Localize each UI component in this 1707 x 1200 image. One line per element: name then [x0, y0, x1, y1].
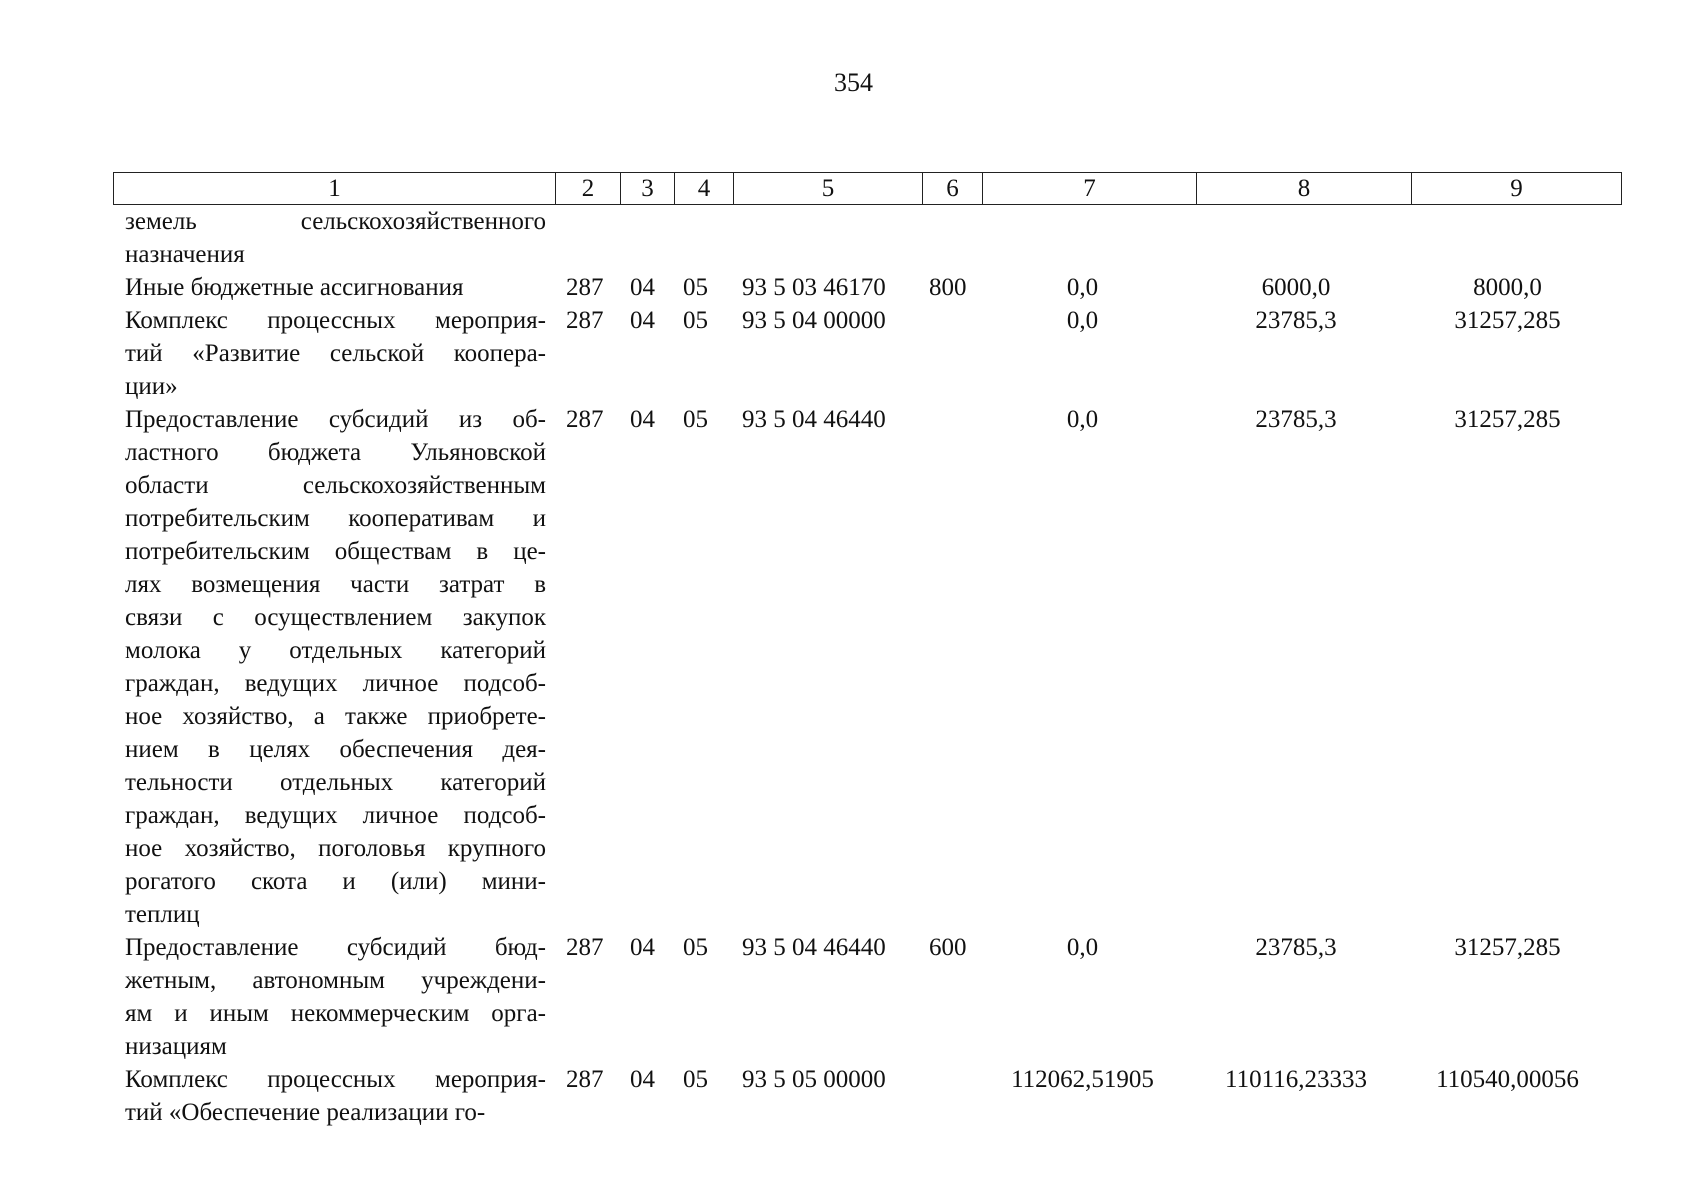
- page-number: 354: [834, 68, 873, 97]
- column-header-5: 5: [734, 173, 923, 205]
- table-row: [113, 931, 1612, 1063]
- table-row: [113, 205, 1612, 271]
- item-name-line: ции»: [125, 373, 178, 400]
- item-name-line: лях возмещения части затрат в: [125, 571, 546, 598]
- cell-amount-col9: 110540,00056: [1436, 1066, 1579, 1093]
- cell-expense-type: [917, 205, 976, 271]
- cell-target-article: 93 5 03 46170: [742, 274, 886, 301]
- cell-amount-col8: 6000,0: [1261, 274, 1331, 301]
- cell-section-code: 04: [630, 307, 655, 334]
- cell-amount-col8: [1189, 205, 1403, 271]
- cell-expense-type: 600: [929, 934, 967, 961]
- item-name-line: ластного бюджета Ульяновской: [125, 439, 546, 466]
- cell-expense-type: [917, 1063, 976, 1129]
- item-name-line: Предоставление субсидий бюд-: [125, 934, 546, 961]
- column-header-2: 2: [556, 173, 621, 205]
- table-row: [113, 403, 1612, 931]
- item-name-line: ное хозяйство, а также приобрете-: [125, 703, 546, 730]
- cell-amount-col8: 23785,3: [1255, 307, 1337, 334]
- cell-item-name: [113, 304, 554, 403]
- cell-ministry-code: 287: [566, 406, 604, 433]
- item-name-line: потребительским обществам в це-: [125, 538, 546, 565]
- column-header-table: [113, 172, 1622, 205]
- item-name-line: связи с осуществлением закупок: [125, 604, 546, 631]
- cell-expense-type: 800: [929, 274, 967, 301]
- item-name-line: низациям: [125, 1033, 227, 1060]
- column-header-4: 4: [675, 173, 734, 205]
- column-header-6: 6: [923, 173, 983, 205]
- item-name-line: потребительским кооперативам и: [125, 505, 546, 532]
- cell-ministry-code: 287: [566, 274, 604, 301]
- cell-subsection-code: 05: [683, 1066, 708, 1093]
- item-name-line: назначения: [125, 241, 245, 268]
- column-header-9: 9: [1412, 173, 1622, 205]
- cell-amount-col9: 8000,0: [1473, 274, 1542, 301]
- cell-target-article: 93 5 04 46440: [742, 934, 886, 961]
- column-header-7: 7: [983, 173, 1197, 205]
- cell-amount-col8: 23785,3: [1255, 406, 1337, 433]
- item-name-line: граждан, ведущих личное подсоб-: [125, 802, 546, 829]
- cell-section-code: 04: [630, 934, 655, 961]
- column-header-8: 8: [1197, 173, 1412, 205]
- cell-section-code: 04: [630, 1066, 655, 1093]
- cell-amount-col7: [976, 205, 1189, 271]
- cell-item-name: [113, 205, 554, 271]
- budget-table-body: [113, 205, 1612, 1129]
- cell-item-name: [113, 931, 554, 1063]
- cell-item-name: [113, 1063, 554, 1129]
- cell-amount-col8: 23785,3: [1255, 934, 1337, 961]
- cell-subsection-code: 05: [683, 406, 708, 433]
- cell-amount-col7: 0,0: [1066, 307, 1099, 334]
- item-name-line: тий «Обеспечение реализации го-: [125, 1099, 486, 1126]
- cell-target-article: 93 5 04 46440: [742, 406, 886, 433]
- item-name-line: Предоставление субсидий из об-: [125, 406, 546, 433]
- cell-amount-col7: 0,0: [1066, 406, 1099, 433]
- cell-amount-col9: 31257,285: [1454, 307, 1561, 334]
- cell-amount-col9: 31257,285: [1454, 406, 1561, 433]
- cell-target-article: [729, 205, 917, 271]
- cell-section-code: 04: [630, 274, 655, 301]
- cell-amount-col7: 0,0: [1066, 274, 1099, 301]
- cell-subsection-code: 05: [683, 934, 708, 961]
- column-header-1: 1: [114, 173, 556, 205]
- item-name-line: земель сельскохозяйственного: [125, 208, 546, 235]
- cell-amount-col7: 0,0: [1066, 934, 1099, 961]
- cell-section-code: [618, 205, 671, 271]
- cell-amount-col9: [1403, 205, 1612, 271]
- item-name-line: тельности отдельных категорий: [125, 769, 546, 796]
- cell-expense-type: [917, 304, 976, 403]
- cell-subsection-code: [671, 205, 729, 271]
- table-row: [113, 304, 1612, 403]
- column-header-row: [114, 173, 1622, 205]
- item-name-line: Комплекс процессных мероприя-: [125, 307, 546, 334]
- item-name-line: рогатого скота и (или) мини-: [125, 868, 546, 895]
- cell-subsection-code: 05: [683, 274, 708, 301]
- item-name-line: Иные бюджетные ассигнования: [125, 274, 464, 301]
- cell-ministry-code: 287: [566, 307, 604, 334]
- item-name-line: жетным, автономным учреждени-: [125, 967, 546, 994]
- item-name-line: ям и иным некоммерческим орга-: [125, 1000, 546, 1027]
- item-name-line: молока у отдельных категорий: [125, 637, 546, 664]
- cell-item-name: [113, 271, 554, 304]
- item-name-line: ное хозяйство, поголовья крупного: [125, 835, 546, 862]
- item-name-line: Комплекс процессных мероприя-: [125, 1066, 546, 1093]
- item-name-line: теплиц: [125, 901, 200, 928]
- item-name-line: тий «Развитие сельской коопера-: [125, 340, 546, 367]
- item-name-line: нием в целях обеспечения дея-: [125, 736, 546, 763]
- cell-item-name: [113, 403, 554, 931]
- cell-amount-col7: 112062,51905: [1011, 1066, 1154, 1093]
- cell-section-code: 04: [630, 406, 655, 433]
- cell-ministry-code: 287: [566, 934, 604, 961]
- cell-amount-col9: 31257,285: [1454, 934, 1561, 961]
- cell-ministry-code: [554, 205, 618, 271]
- cell-target-article: 93 5 04 00000: [742, 307, 886, 334]
- column-header-3: 3: [621, 173, 675, 205]
- budget-table: [113, 205, 1612, 1129]
- cell-expense-type: [917, 403, 976, 931]
- cell-ministry-code: 287: [566, 1066, 604, 1093]
- item-name-line: области сельскохозяйственным: [125, 472, 546, 499]
- cell-subsection-code: 05: [683, 307, 708, 334]
- item-name-line: граждан, ведущих личное подсоб-: [125, 670, 546, 697]
- table-row: [113, 1063, 1612, 1129]
- cell-target-article: 93 5 05 00000: [742, 1066, 886, 1093]
- table-row: [113, 271, 1612, 304]
- cell-amount-col8: 110116,23333: [1225, 1066, 1367, 1093]
